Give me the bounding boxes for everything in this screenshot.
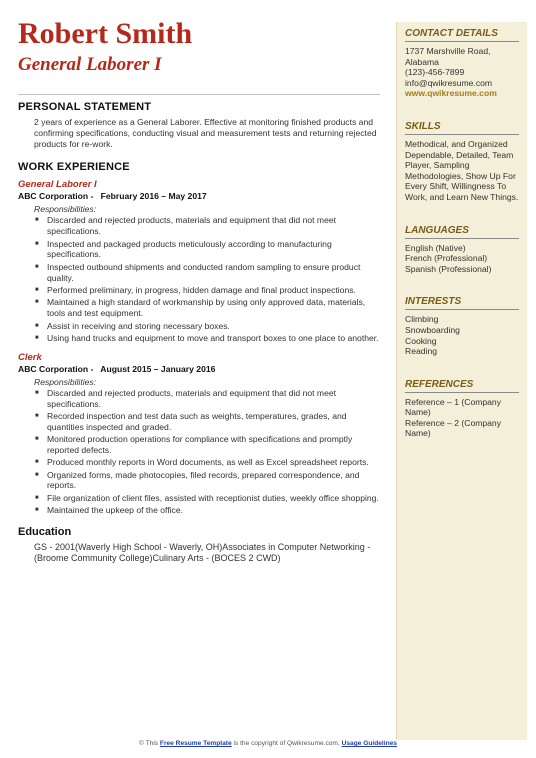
candidate-name: Robert Smith: [18, 17, 193, 50]
list-item: ■ Monitored production operations for compliance with specifications and promptly reported defects.: [46, 434, 380, 456]
language-item: French (Professional): [405, 253, 488, 264]
personal-statement-text: 2 years of experience as a General Laborer. Effective at monitoring finished products and confirming specifications, conducting visual and measurement tests and returning rejected products for re-work.: [34, 117, 377, 149]
free-resume-template-link[interactable]: Free Resume Template: [159, 740, 232, 747]
section-heading-personal-statement: PERSONAL STATEMENT: [18, 101, 152, 113]
job-dates: August 2015 – January 2016: [100, 363, 216, 374]
references-list: [405, 397, 519, 439]
list-item: ■ File organization of client files, assisted with receptionist duties, weekly office shopping.: [46, 493, 380, 504]
responsibilities-label: Responsibilities:: [34, 204, 97, 215]
address-line: Alabama: [405, 56, 439, 67]
job-meta: [18, 364, 380, 374]
job-entry-2: [18, 352, 380, 516]
job-dates: February 2016 – May 2017: [100, 191, 207, 202]
job-entry-1: [18, 179, 380, 343]
footer-copyright: is the copyright of Qwikresume.com.: [233, 740, 340, 747]
email-address: info@qwikresume.com: [405, 77, 493, 88]
sidebar-heading-references: REFERENCES: [405, 379, 519, 393]
list-item: ■ Organized forms, made photocopies, filed records, prepared correspondence, and reports.: [46, 470, 380, 492]
responsibilities-label: Responsibilities:: [34, 376, 97, 387]
interest-item: Cooking: [405, 335, 437, 346]
website-link[interactable]: www.qwikresume.com: [405, 88, 497, 99]
list-item: ■ Produced monthly reports in Word documents, as well as Excel spreadsheet reports.: [46, 457, 380, 468]
sidebar-heading-interests: INTERESTS: [405, 296, 519, 310]
section-heading-education: Education: [18, 526, 72, 539]
reference-item: Reference – 2 (Company Name): [405, 417, 502, 439]
language-item: English (Native): [405, 242, 466, 253]
list-item: ■ Inspected outbound shipments and conducted random sampling to ensure product quality.: [46, 262, 380, 284]
interests-list: [405, 314, 519, 356]
job-role: General Laborer I: [18, 179, 97, 191]
list-item: ■ Inspected and packaged products meticulously according to manufacturing specifications.: [46, 239, 380, 261]
responsibilities-list: [46, 388, 380, 516]
responsibilities-list: [46, 215, 380, 343]
job-role: Clerk: [18, 351, 42, 363]
sidebar-heading-contact: CONTACT DETAILS: [405, 28, 519, 42]
skills-text: Methodical, and Organized Dependable, Detailed, Team Player, Sampling Methodologies, Show Up For Every Shift, Willingness To Work, and Learn New Things.: [405, 138, 519, 202]
footer: [0, 740, 536, 747]
sidebar: [396, 22, 527, 740]
sidebar-heading-languages: LANGUAGES: [405, 225, 519, 239]
reference-item: Reference – 1 (Company Name): [405, 396, 502, 418]
list-item: ■ Maintained the upkeep of the office.: [46, 505, 380, 516]
main-column: [18, 18, 380, 565]
sidebar-heading-skills: SKILLS: [405, 121, 519, 135]
list-item: ■ Using hand trucks and equipment to move and transport boxes to one place to another.: [46, 333, 380, 344]
education-text: GS - 2001(Waverly High School - Waverly, OH)Associates in Computer Networking - (Broome Community College)Culinary Arts - (BOCES 2 CWD): [34, 542, 371, 564]
job-meta: [18, 191, 380, 201]
address-line: 1737 Marshville Road,: [405, 46, 491, 56]
list-item: ■ Recorded inspection and test data such as weights, temperatures, grades, and quantities inspected and graded.: [46, 411, 380, 433]
interest-item: Snowboarding: [405, 324, 460, 335]
divider: [18, 94, 380, 95]
language-item: Spanish (Professional): [405, 263, 492, 274]
job-company: ABC Corporation -: [18, 191, 94, 202]
phone-number: (123)-456-7899: [405, 67, 465, 78]
list-item: ■ Discarded and rejected products, materials and equipment that did not meet specifications.: [46, 215, 380, 237]
languages-list: [405, 243, 519, 275]
contact-details: [405, 46, 519, 99]
list-item: ■ Performed preliminary, in progress, hidden damage and final product inspections.: [46, 285, 380, 296]
usage-guidelines-link[interactable]: Usage Guidelines: [341, 740, 397, 747]
candidate-title: General Laborer I: [18, 54, 162, 75]
list-item: ■ Discarded and rejected products, materials and equipment that did not meet specifications.: [46, 388, 380, 410]
interest-item: Reading: [405, 346, 438, 357]
interest-item: Climbing: [405, 314, 439, 325]
footer-prefix: © This: [139, 740, 159, 747]
section-heading-work-experience: WORK EXPERIENCE: [18, 161, 130, 174]
list-item: ■ Assist in receiving and storing necessary boxes.: [46, 321, 380, 332]
list-item: ■ Maintained a high standard of workmanship by using only approved data, materials, tools and test equipment.: [46, 297, 380, 319]
job-company: ABC Corporation -: [18, 363, 94, 374]
